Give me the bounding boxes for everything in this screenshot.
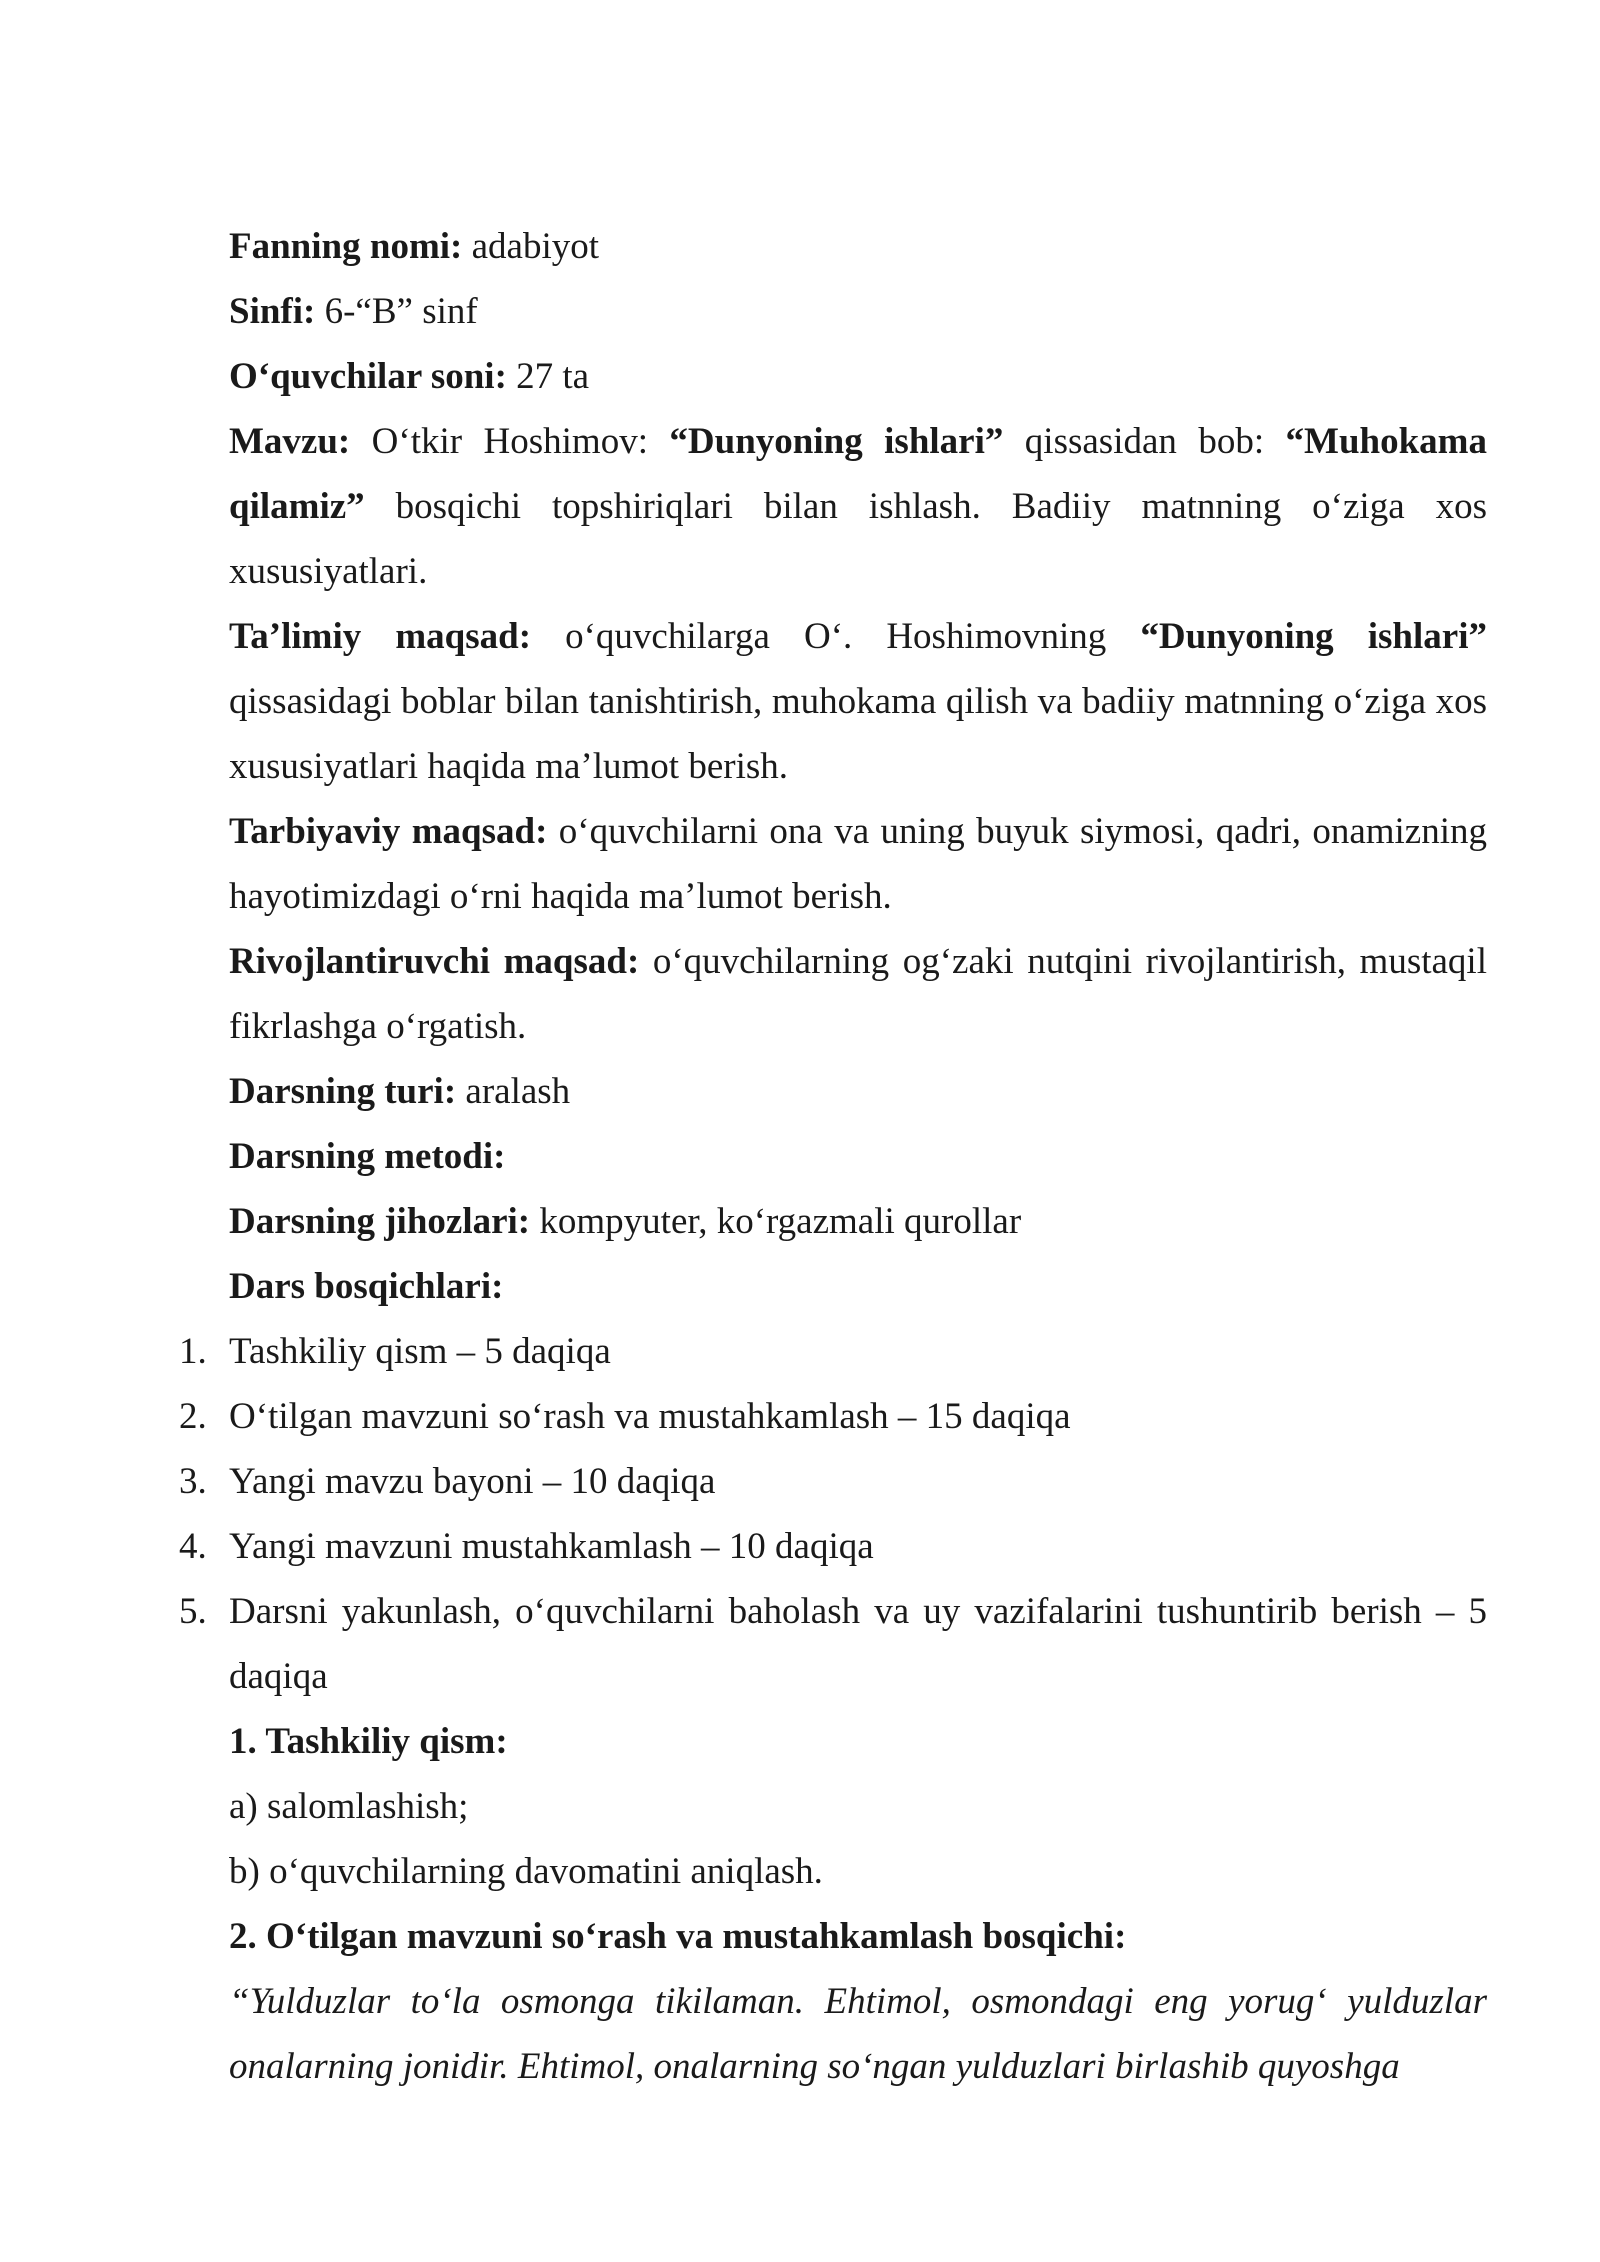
heading-otilgan-mavzu: 2. O‘tilgan mavzuni so‘rash va mustahkamlash bosqichi:	[229, 1916, 1127, 1957]
paragraph-rivojlantiruvchi-maqsad	[229, 929, 1487, 1059]
field-label: Darsning jihozlari:	[229, 1201, 531, 1242]
stages-list	[179, 1319, 1487, 1709]
talimiy-title: “Dunyoning ishlari”	[1140, 616, 1487, 657]
field-darsning-metodi	[229, 1124, 1487, 1189]
list-item: a) salomlashish;	[229, 1786, 469, 1827]
mavzu-stage-title: “Muhokama qilamiz”	[229, 421, 1488, 527]
talimiy-text: qissasidagi boblar bilan tanishtirish, muhokama qilish va badiiy matnning o‘ziga xos xususiyatlari haqida ma’lumot berish.	[229, 681, 1487, 787]
list-item	[179, 1514, 1487, 1579]
list-number: 4.	[179, 1526, 207, 1567]
field-oquvchilar-soni	[229, 344, 1487, 409]
tarbiyaviy-text: o‘quvchilarni ona va uning buyuk siymosi, qadri, onamizning hayotimizdagi o‘rni haqida ma’lumot berish.	[229, 811, 1488, 917]
field-label: Fanning nomi:	[229, 226, 463, 267]
document-body	[179, 214, 1488, 2099]
tarbiyaviy-label: Tarbiyaviy maqsad:	[229, 811, 548, 852]
field-label: O‘quvchilar soni:	[229, 356, 507, 397]
heading-dars-bosqichlari: Dars bosqichlari:	[229, 1266, 504, 1307]
field-value: kompyuter, ko‘rgazmali qurollar	[539, 1201, 1022, 1242]
list-item	[179, 1449, 1487, 1514]
rivojlantiruvchi-label: Rivojlantiruvchi maqsad:	[229, 941, 640, 982]
paragraph-mavzu	[229, 409, 1487, 604]
field-value: 27 ta	[516, 356, 590, 397]
mavzu-label: Mavzu:	[229, 421, 351, 462]
list-number: 3.	[179, 1461, 207, 1502]
field-sinfi	[229, 279, 1487, 344]
mavzu-title: “Dunyoning ishlari”	[669, 421, 1004, 462]
field-label: Darsning turi:	[229, 1071, 457, 1112]
field-value: aralash	[465, 1071, 571, 1112]
quote-paragraph: “Yulduzlar to‘la osmonga tikilaman. Ehtimol, osmondagi eng yorug‘ yulduzlar onalarning jonidir. Ehtimol, onalarning so‘ngan yulduzlari birlashib quyoshga	[229, 1981, 1487, 2087]
list-item: b) o‘quvchilarning davomatini aniqlash.	[229, 1851, 823, 1892]
field-label: Sinfi:	[229, 291, 316, 332]
list-number: 1.	[179, 1331, 207, 1372]
mavzu-text: qissasidan bob:	[1024, 421, 1265, 462]
field-fanning-nomi	[229, 214, 1487, 279]
list-text: Tashkiliy qism – 5 daqiqa	[229, 1331, 611, 1372]
field-value: 6-“B” sinf	[324, 291, 478, 332]
field-darsning-turi	[229, 1059, 1487, 1124]
field-darsning-jihozlari	[229, 1189, 1487, 1254]
list-number: 2.	[179, 1396, 207, 1437]
list-item	[179, 1319, 1487, 1384]
mavzu-text: O‘tkir Hoshimov:	[371, 421, 648, 462]
talimiy-text: o‘quvchilarga O‘. Hoshimovning	[565, 616, 1107, 657]
paragraph-tarbiyaviy-maqsad	[229, 799, 1487, 929]
list-item	[179, 1579, 1487, 1709]
field-label: Darsning metodi:	[229, 1136, 506, 1177]
list-number: 5.	[179, 1591, 207, 1632]
mavzu-text: bosqichi topshiriqlari bilan ishlash. Badiiy matnning o‘ziga xos xususiyatlari.	[229, 486, 1488, 592]
list-item	[179, 1384, 1487, 1449]
heading-tashkiliy-qism: 1. Tashkiliy qism:	[229, 1721, 508, 1762]
paragraph-talimiy-maqsad	[229, 604, 1487, 799]
list-text: Yangi mavzu bayoni – 10 daqiqa	[229, 1461, 716, 1502]
list-text: Yangi mavzuni mustahkamlash – 10 daqiqa	[229, 1526, 874, 1567]
rivojlantiruvchi-text: o‘quvchilarning og‘zaki nutqini rivojlantirish, mustaqil fikrlashga o‘rgatish.	[229, 941, 1487, 1047]
list-text: Darsni yakunlash, o‘quvchilarni baholash va uy vazifalarini tushuntirib berish – 5 daqiqa	[229, 1591, 1487, 1697]
talimiy-label: Ta’limiy maqsad:	[229, 616, 532, 657]
field-value: adabiyot	[471, 226, 600, 267]
list-text: O‘tilgan mavzuni so‘rash va mustahkamlash – 15 daqiqa	[229, 1396, 1071, 1437]
